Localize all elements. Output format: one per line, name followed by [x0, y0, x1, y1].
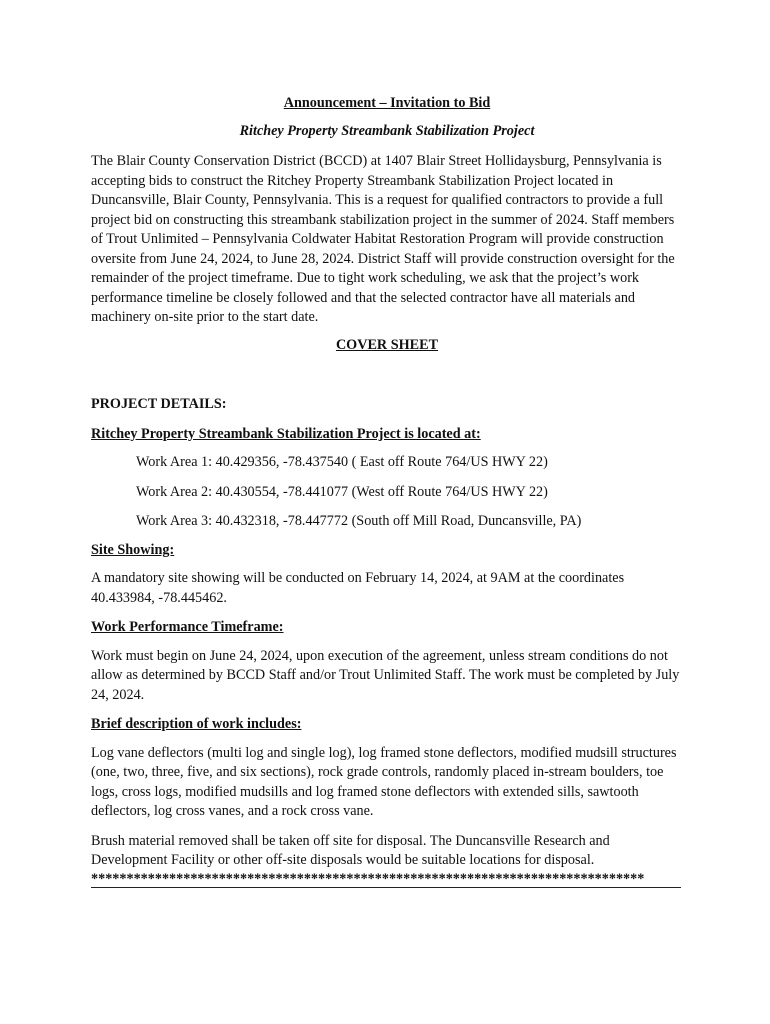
description-text: Log vane deflectors (multi log and single log), log framed stone deflectors, modified mudsill structures (one, two, three, five, and six sections), rock grade controls, randomly placed in-stream boulders, toe logs, cross logs, modified mudsills and log framed stone deflectors with extended sills, sawtooth deflectors, log cross vanes, and a rock cross vane.: [91, 744, 677, 819]
document-body: [91, 94, 683, 888]
horizontal-rule: [91, 887, 681, 888]
project-details-heading: PROJECT DETAILS:: [91, 396, 227, 412]
asterisk-separator: ******************************************************************************: [91, 871, 645, 886]
document-title: Announcement – Invitation to Bid: [283, 95, 491, 111]
location-heading: Ritchey Property Streambank Stabilization Project is located at:: [91, 425, 481, 442]
brush-disposal-text: Brush material removed shall be taken off site for disposal. The Duncansville Research and Development Facility or other off-site disposals would be suitable locations for disposal.: [91, 832, 610, 868]
intro-paragraph: The Blair County Conservation District (BCCD) at 1407 Blair Street Hollidaysburg, Pennsylvania is accepting bids to construct the Ritchey Property Streambank Stabilization Project located in Duncansville, Blair County, Pennsylvania. This is a request for qualified contractors to provide a full project bid on constructing this streambank stabilization project in the summer of 2024. Staff members of Trout Unlimited – Pennsylvania Coldwater Habitat Restoration Program will provide construction oversite from June 24, 2024, to June 28, 2024. District Staff will provide construction oversight for the remainder of the project timeframe. Due to tight work scheduling, we ask that the project’s work performance timeline be closely followed and that the selected contractor have all materials and machinery on-site prior to the start date.: [91, 153, 675, 325]
description-heading: Brief description of work includes:: [91, 716, 302, 732]
timeframe-text: Work must begin on June 24, 2024, upon execution of the agreement, unless stream conditions do not allow as determined by BCCD Staff and/or Trout Unlimited Staff. The work must be completed by July 24, 2024.: [91, 647, 680, 703]
document-subtitle: Ritchey Property Streambank Stabilization Project: [239, 122, 535, 139]
timeframe-heading: Work Performance Timeframe:: [91, 619, 284, 635]
cover-sheet-heading: COVER SHEET: [335, 336, 439, 353]
work-area-1: Work Area 1: 40.429356, -78.437540 ( East off Route 764/US HWY 22): [136, 454, 548, 470]
site-showing-text: A mandatory site showing will be conducted on February 14, 2024, at 9AM at the coordinates 40.433984, -78.445462.: [91, 570, 625, 606]
work-area-2: Work Area 2: 40.430554, -78.441077 (West off Route 764/US HWY 22): [136, 483, 548, 500]
work-area-3: Work Area 3: 40.432318, -78.447772 (South off Mill Road, Duncansville, PA): [136, 513, 582, 529]
site-showing-heading: Site Showing:: [91, 541, 175, 558]
